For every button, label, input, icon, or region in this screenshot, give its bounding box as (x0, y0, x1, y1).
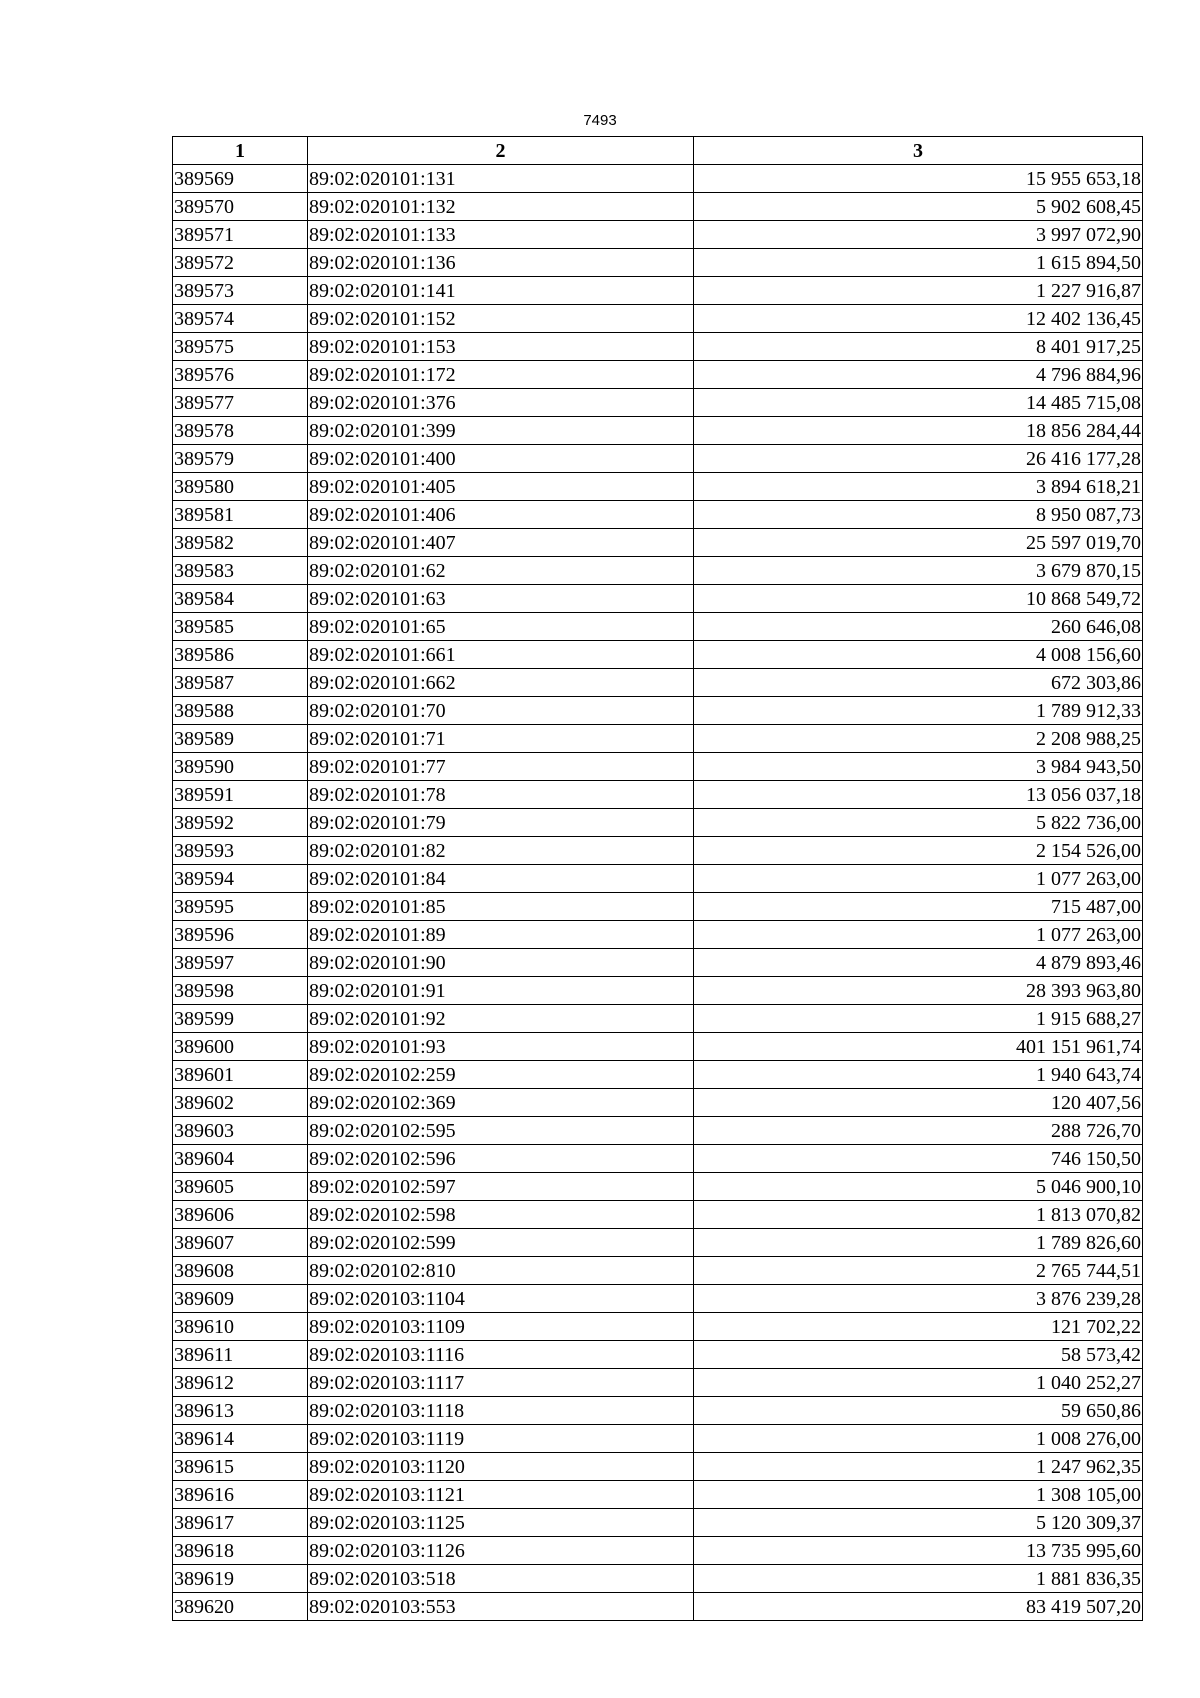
row-number-cell: 389606 (173, 1201, 308, 1229)
cadastral-number-cell: 89:02:020102:259 (308, 1061, 694, 1089)
table-row (173, 1117, 1143, 1145)
cadastral-number-cell: 89:02:020103:1104 (308, 1285, 694, 1313)
row-number-cell: 389569 (173, 165, 308, 193)
row-number-cell: 389599 (173, 1005, 308, 1033)
row-number-cell: 389581 (173, 501, 308, 529)
table-row (173, 1481, 1143, 1509)
row-number-cell: 389595 (173, 893, 308, 921)
value-cell: 25 597 019,70 (694, 529, 1143, 557)
cadastral-number-cell: 89:02:020101:136 (308, 249, 694, 277)
row-number-cell: 389577 (173, 389, 308, 417)
row-number-cell: 389575 (173, 333, 308, 361)
cadastral-number-cell: 89:02:020101:84 (308, 865, 694, 893)
row-number-cell: 389589 (173, 725, 308, 753)
cadastral-number-cell: 89:02:020101:406 (308, 501, 694, 529)
table-row (173, 1257, 1143, 1285)
table-row (173, 1565, 1143, 1593)
cadastral-number-cell: 89:02:020101:153 (308, 333, 694, 361)
value-cell: 3 894 618,21 (694, 473, 1143, 501)
table-row (173, 893, 1143, 921)
cadastral-number-cell: 89:02:020101:400 (308, 445, 694, 473)
table-row (173, 753, 1143, 781)
row-number-cell: 389620 (173, 1593, 308, 1621)
row-number-cell: 389601 (173, 1061, 308, 1089)
cadastral-number-cell: 89:02:020101:82 (308, 837, 694, 865)
row-number-cell: 389612 (173, 1369, 308, 1397)
cadastral-number-cell: 89:02:020101:70 (308, 697, 694, 725)
value-cell: 1 008 276,00 (694, 1425, 1143, 1453)
table-row (173, 809, 1143, 837)
row-number-cell: 389608 (173, 1257, 308, 1285)
value-cell: 672 303,86 (694, 669, 1143, 697)
row-number-cell: 389572 (173, 249, 308, 277)
value-cell: 2 154 526,00 (694, 837, 1143, 865)
value-cell: 260 646,08 (694, 613, 1143, 641)
table-row (173, 641, 1143, 669)
value-cell: 1 789 826,60 (694, 1229, 1143, 1257)
row-number-cell: 389610 (173, 1313, 308, 1341)
table-row (173, 473, 1143, 501)
table-row (173, 1145, 1143, 1173)
row-number-cell: 389593 (173, 837, 308, 865)
row-number-cell: 389602 (173, 1089, 308, 1117)
cadastral-number-cell: 89:02:020101:662 (308, 669, 694, 697)
cadastral-number-cell: 89:02:020103:1116 (308, 1341, 694, 1369)
row-number-cell: 389605 (173, 1173, 308, 1201)
value-cell: 3 984 943,50 (694, 753, 1143, 781)
value-cell: 26 416 177,28 (694, 445, 1143, 473)
value-cell: 12 402 136,45 (694, 305, 1143, 333)
cadastral-number-cell: 89:02:020101:141 (308, 277, 694, 305)
row-number-cell: 389584 (173, 585, 308, 613)
row-number-cell: 389614 (173, 1425, 308, 1453)
row-number-cell: 389598 (173, 977, 308, 1005)
cadastral-number-cell: 89:02:020101:77 (308, 753, 694, 781)
row-number-cell: 389576 (173, 361, 308, 389)
row-number-cell: 389597 (173, 949, 308, 977)
row-number-cell: 389583 (173, 557, 308, 585)
value-cell: 1 881 836,35 (694, 1565, 1143, 1593)
value-cell: 2 208 988,25 (694, 725, 1143, 753)
table-row (173, 501, 1143, 529)
value-cell: 14 485 715,08 (694, 389, 1143, 417)
table-row (173, 725, 1143, 753)
value-cell: 28 393 963,80 (694, 977, 1143, 1005)
table-row (173, 165, 1143, 193)
cadastral-number-cell: 89:02:020102:598 (308, 1201, 694, 1229)
cadastral-number-cell: 89:02:020103:1120 (308, 1453, 694, 1481)
row-number-cell: 389578 (173, 417, 308, 445)
value-cell: 5 902 608,45 (694, 193, 1143, 221)
cadastral-number-cell: 89:02:020101:407 (308, 529, 694, 557)
table-row (173, 1285, 1143, 1313)
cadastral-number-cell: 89:02:020101:661 (308, 641, 694, 669)
value-cell: 1 077 263,00 (694, 865, 1143, 893)
cadastral-number-cell: 89:02:020101:132 (308, 193, 694, 221)
value-cell: 5 046 900,10 (694, 1173, 1143, 1201)
table-row (173, 1313, 1143, 1341)
cadastral-number-cell: 89:02:020102:599 (308, 1229, 694, 1257)
table-row (173, 1005, 1143, 1033)
row-number-cell: 389603 (173, 1117, 308, 1145)
cadastral-number-cell: 89:02:020101:93 (308, 1033, 694, 1061)
row-number-cell: 389617 (173, 1509, 308, 1537)
value-cell: 18 856 284,44 (694, 417, 1143, 445)
cadastral-number-cell: 89:02:020103:1126 (308, 1537, 694, 1565)
table-row (173, 669, 1143, 697)
cadastral-number-cell: 89:02:020101:399 (308, 417, 694, 445)
cadastral-number-cell: 89:02:020101:405 (308, 473, 694, 501)
cadastral-number-cell: 89:02:020101:79 (308, 809, 694, 837)
column-header-2: 2 (308, 137, 694, 165)
table-row (173, 1593, 1143, 1621)
value-cell: 288 726,70 (694, 1117, 1143, 1145)
cadastral-number-cell: 89:02:020101:91 (308, 977, 694, 1005)
value-cell: 1 615 894,50 (694, 249, 1143, 277)
table-row (173, 389, 1143, 417)
cadastral-number-cell: 89:02:020102:810 (308, 1257, 694, 1285)
table-row (173, 837, 1143, 865)
value-cell: 13 735 995,60 (694, 1537, 1143, 1565)
value-cell: 4 879 893,46 (694, 949, 1143, 977)
table-row (173, 557, 1143, 585)
row-number-cell: 389591 (173, 781, 308, 809)
value-cell: 8 401 917,25 (694, 333, 1143, 361)
value-cell: 59 650,86 (694, 1397, 1143, 1425)
table-row (173, 1033, 1143, 1061)
row-number-cell: 389618 (173, 1537, 308, 1565)
value-cell: 5 822 736,00 (694, 809, 1143, 837)
row-number-cell: 389587 (173, 669, 308, 697)
value-cell: 5 120 309,37 (694, 1509, 1143, 1537)
cadastral-number-cell: 89:02:020101:92 (308, 1005, 694, 1033)
table-row (173, 1425, 1143, 1453)
cadastral-number-cell: 89:02:020101:71 (308, 725, 694, 753)
table-row (173, 221, 1143, 249)
table-row (173, 277, 1143, 305)
row-number-cell: 389609 (173, 1285, 308, 1313)
cadastral-number-cell: 89:02:020101:172 (308, 361, 694, 389)
table-row (173, 613, 1143, 641)
row-number-cell: 389611 (173, 1341, 308, 1369)
value-cell: 1 227 916,87 (694, 277, 1143, 305)
cadastral-number-cell: 89:02:020102:596 (308, 1145, 694, 1173)
cadastral-number-cell: 89:02:020101:85 (308, 893, 694, 921)
cadastral-number-cell: 89:02:020101:90 (308, 949, 694, 977)
value-cell: 1 308 105,00 (694, 1481, 1143, 1509)
page-number: 7493 (583, 112, 617, 129)
table-row (173, 1173, 1143, 1201)
row-number-cell: 389596 (173, 921, 308, 949)
cadastral-number-cell: 89:02:020102:595 (308, 1117, 694, 1145)
table-row (173, 1061, 1143, 1089)
value-cell: 4 796 884,96 (694, 361, 1143, 389)
value-cell: 15 955 653,18 (694, 165, 1143, 193)
table-row (173, 977, 1143, 1005)
row-number-cell: 389585 (173, 613, 308, 641)
table-header-row (173, 137, 1143, 165)
row-number-cell: 389592 (173, 809, 308, 837)
cadastral-number-cell: 89:02:020103:1125 (308, 1509, 694, 1537)
row-number-cell: 389570 (173, 193, 308, 221)
value-cell: 1 247 962,35 (694, 1453, 1143, 1481)
table-row (173, 865, 1143, 893)
row-number-cell: 389607 (173, 1229, 308, 1257)
table-row (173, 921, 1143, 949)
table-row (173, 1229, 1143, 1257)
value-cell: 401 151 961,74 (694, 1033, 1143, 1061)
row-number-cell: 389574 (173, 305, 308, 333)
value-cell: 4 008 156,60 (694, 641, 1143, 669)
row-number-cell: 389616 (173, 1481, 308, 1509)
value-cell: 120 407,56 (694, 1089, 1143, 1117)
cadastral-number-cell: 89:02:020102:597 (308, 1173, 694, 1201)
value-cell: 715 487,00 (694, 893, 1143, 921)
table-row (173, 1369, 1143, 1397)
table-row (173, 1453, 1143, 1481)
value-cell: 1 940 643,74 (694, 1061, 1143, 1089)
table-row (173, 697, 1143, 725)
value-cell: 8 950 087,73 (694, 501, 1143, 529)
table-row (173, 1201, 1143, 1229)
value-cell: 3 679 870,15 (694, 557, 1143, 585)
row-number-cell: 389586 (173, 641, 308, 669)
row-number-cell: 389573 (173, 277, 308, 305)
value-cell: 58 573,42 (694, 1341, 1143, 1369)
cadastral-number-cell: 89:02:020103:1117 (308, 1369, 694, 1397)
cadastral-number-cell: 89:02:020101:133 (308, 221, 694, 249)
cadastral-number-cell: 89:02:020103:1109 (308, 1313, 694, 1341)
table-row (173, 949, 1143, 977)
table-body (173, 165, 1143, 1621)
cadastral-number-cell: 89:02:020101:65 (308, 613, 694, 641)
value-cell: 1 789 912,33 (694, 697, 1143, 725)
table-row (173, 585, 1143, 613)
value-cell: 746 150,50 (694, 1145, 1143, 1173)
cadastral-number-cell: 89:02:020101:63 (308, 585, 694, 613)
cadastral-number-cell: 89:02:020101:89 (308, 921, 694, 949)
cadastral-number-cell: 89:02:020101:152 (308, 305, 694, 333)
table-row (173, 529, 1143, 557)
row-number-cell: 389594 (173, 865, 308, 893)
table-row (173, 193, 1143, 221)
table-row (173, 1089, 1143, 1117)
cadastral-number-cell: 89:02:020103:1118 (308, 1397, 694, 1425)
value-cell: 83 419 507,20 (694, 1593, 1143, 1621)
row-number-cell: 389588 (173, 697, 308, 725)
column-header-3: 3 (694, 137, 1143, 165)
value-cell: 121 702,22 (694, 1313, 1143, 1341)
table-row (173, 1397, 1143, 1425)
value-cell: 1 077 263,00 (694, 921, 1143, 949)
value-cell: 10 868 549,72 (694, 585, 1143, 613)
row-number-cell: 389579 (173, 445, 308, 473)
table-row (173, 417, 1143, 445)
cadastral-number-cell: 89:02:020101:78 (308, 781, 694, 809)
row-number-cell: 389604 (173, 1145, 308, 1173)
cadastral-number-cell: 89:02:020101:376 (308, 389, 694, 417)
table-row (173, 361, 1143, 389)
table-row (173, 249, 1143, 277)
table-row (173, 781, 1143, 809)
value-cell: 3 997 072,90 (694, 221, 1143, 249)
table-row (173, 1509, 1143, 1537)
row-number-cell: 389615 (173, 1453, 308, 1481)
cadastral-number-cell: 89:02:020103:1119 (308, 1425, 694, 1453)
cadastral-number-cell: 89:02:020102:369 (308, 1089, 694, 1117)
cadastral-number-cell: 89:02:020103:1121 (308, 1481, 694, 1509)
row-number-cell: 389613 (173, 1397, 308, 1425)
row-number-cell: 389590 (173, 753, 308, 781)
table-row (173, 1537, 1143, 1565)
value-cell: 1 915 688,27 (694, 1005, 1143, 1033)
registry-table (172, 136, 1143, 1621)
cadastral-number-cell: 89:02:020103:553 (308, 1593, 694, 1621)
row-number-cell: 389571 (173, 221, 308, 249)
cadastral-number-cell: 89:02:020101:131 (308, 165, 694, 193)
row-number-cell: 389600 (173, 1033, 308, 1061)
cadastral-number-cell: 89:02:020103:518 (308, 1565, 694, 1593)
table-row (173, 305, 1143, 333)
value-cell: 3 876 239,28 (694, 1285, 1143, 1313)
column-header-1: 1 (173, 137, 308, 165)
cadastral-number-cell: 89:02:020101:62 (308, 557, 694, 585)
value-cell: 2 765 744,51 (694, 1257, 1143, 1285)
value-cell: 13 056 037,18 (694, 781, 1143, 809)
value-cell: 1 040 252,27 (694, 1369, 1143, 1397)
row-number-cell: 389580 (173, 473, 308, 501)
table-row (173, 445, 1143, 473)
table-row (173, 1341, 1143, 1369)
table-row (173, 333, 1143, 361)
value-cell: 1 813 070,82 (694, 1201, 1143, 1229)
row-number-cell: 389582 (173, 529, 308, 557)
row-number-cell: 389619 (173, 1565, 308, 1593)
